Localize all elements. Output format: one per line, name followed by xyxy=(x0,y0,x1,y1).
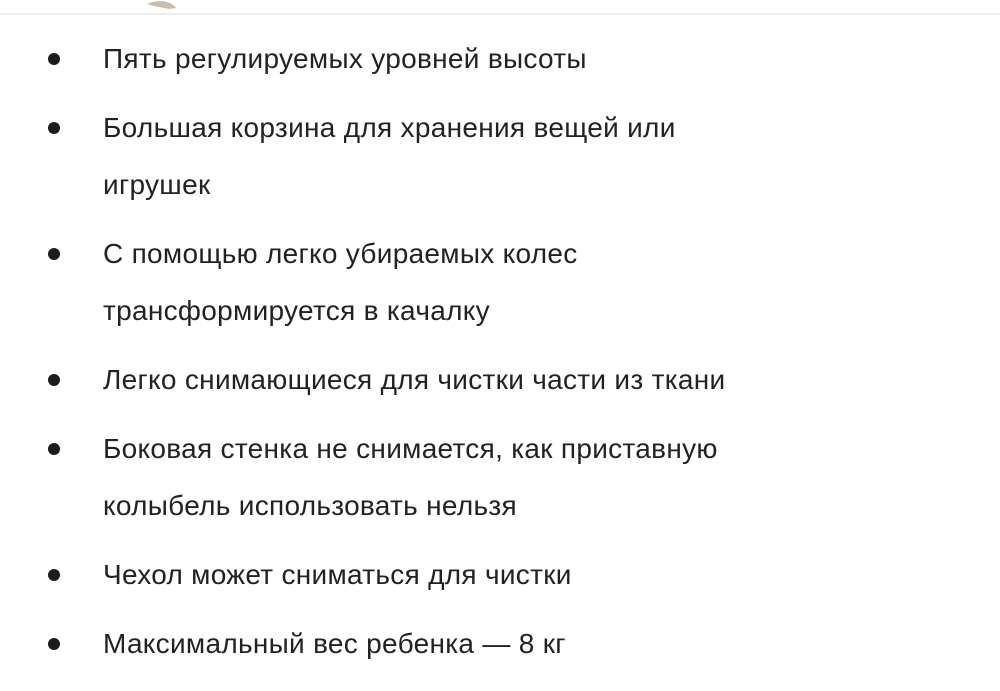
list-item-line: трансформируется в качалку xyxy=(103,295,490,326)
list-item xyxy=(0,225,1000,339)
list-item-line: Чехол может сниматься для чистки xyxy=(103,559,572,590)
list-item-text xyxy=(103,99,1000,213)
list-item-line: С помощью легко убираемых колес xyxy=(103,238,578,269)
list-item-line: Легко снимающиеся для чистки части из ткани xyxy=(103,364,726,395)
feature-list xyxy=(0,30,1000,684)
list-item-text xyxy=(103,546,1000,603)
list-item xyxy=(0,351,1000,408)
list-item-text xyxy=(103,615,1000,672)
list-item xyxy=(0,546,1000,603)
list-item-line: игрушек xyxy=(103,169,211,200)
list-item-line: колыбель использовать нельзя xyxy=(103,490,517,521)
list-item xyxy=(0,30,1000,87)
bullet-marker-icon xyxy=(48,443,60,455)
list-item-line: Большая корзина для хранения вещей или xyxy=(103,112,676,143)
list-item xyxy=(0,99,1000,213)
bullet-marker-icon xyxy=(48,638,60,650)
bullet-marker-icon xyxy=(48,53,60,65)
bullet-marker-icon xyxy=(48,374,60,386)
list-item-text xyxy=(103,351,1000,408)
list-item-line: Пять регулируемых уровней высоты xyxy=(103,43,587,74)
list-item xyxy=(0,420,1000,534)
bullet-marker-icon xyxy=(48,248,60,260)
bullet-marker-icon xyxy=(48,122,60,134)
list-item xyxy=(0,615,1000,672)
bullet-marker-icon xyxy=(48,569,60,581)
section-divider xyxy=(0,13,1000,15)
list-item-line: Боковая стенка не снимается, как приставную xyxy=(103,433,718,464)
list-item-line: Максимальный вес ребенка — 8 кг xyxy=(103,628,566,659)
cropped-photo-fragment-icon xyxy=(147,0,179,10)
list-item-text xyxy=(103,225,1000,339)
list-item-text xyxy=(103,420,1000,534)
list-item-text xyxy=(103,30,1000,87)
